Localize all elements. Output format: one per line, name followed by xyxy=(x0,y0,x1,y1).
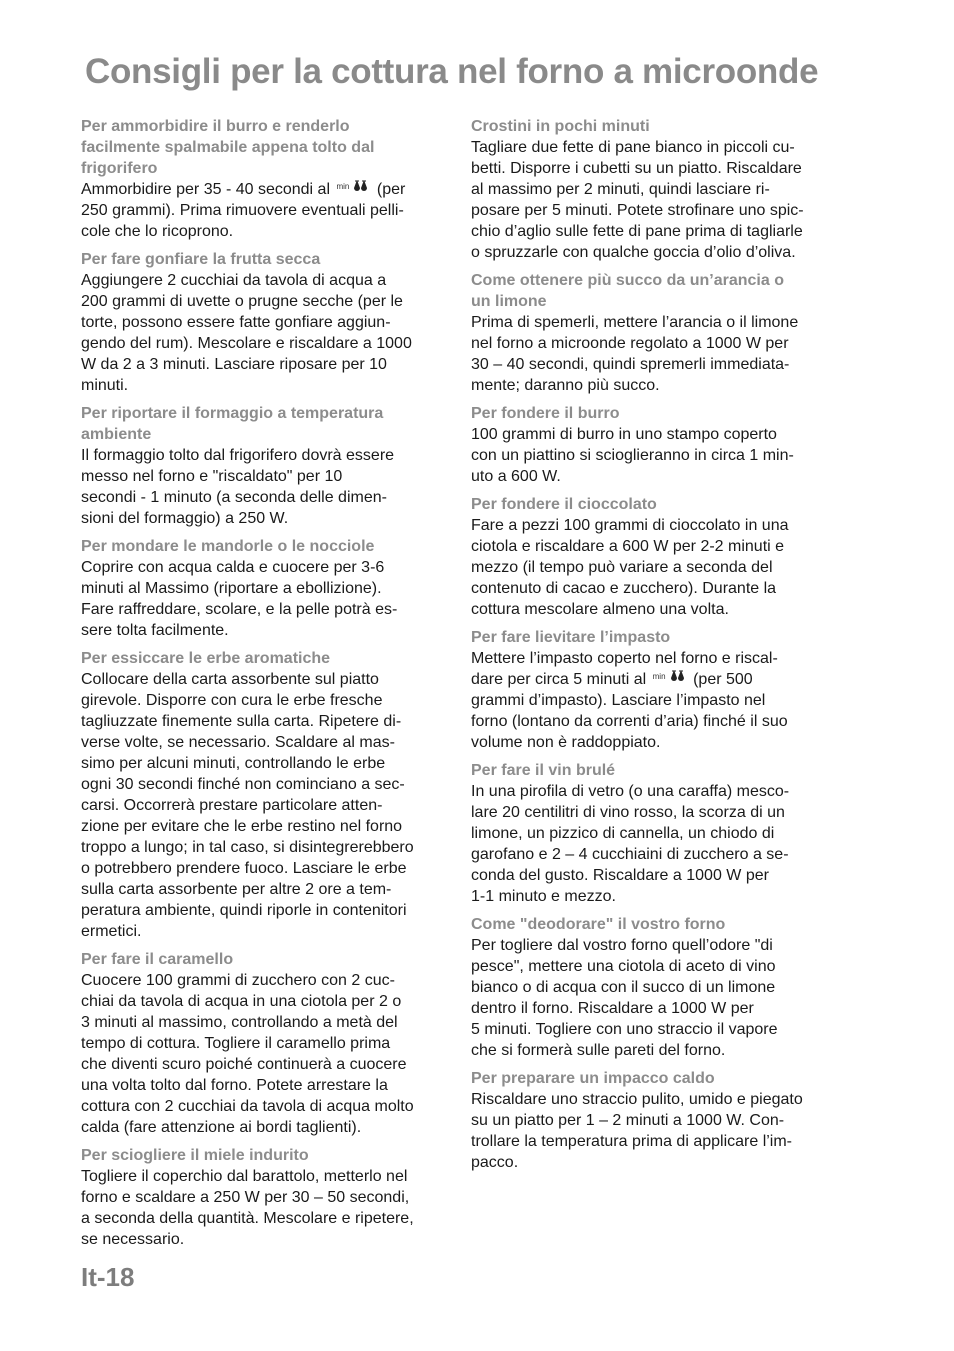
tip-body-text: dare per circa 5 minuti al xyxy=(471,671,647,688)
tip-body-line: Fare a pezzi 100 grammi di cioccolato in una xyxy=(471,517,789,534)
tip-body xyxy=(471,1089,839,1173)
tip-body-line: o potrebbero prendere fuoco. Lasciare le erbe xyxy=(81,860,407,877)
tip-title-line: Per fare il vin brulé xyxy=(471,762,616,779)
tip-section xyxy=(471,627,839,753)
tip-title-line: frigorifero xyxy=(81,160,158,177)
tip-body-line: torte, possono essere fatte gonfiare aggiun- xyxy=(81,314,391,331)
tip-section xyxy=(471,270,839,396)
tip-body-line: 250 grammi). Prima rimuovere eventuali pelli- xyxy=(81,202,404,219)
defrost-min-label: min xyxy=(336,182,350,191)
tip-body-line: Aggiungere 2 cucchiai da tavola di acqua a xyxy=(81,272,387,289)
tip-title xyxy=(81,536,449,557)
tip-title xyxy=(471,270,839,312)
tip-body-line: conda del gusto. Riscaldare a 1000 W per xyxy=(471,867,769,884)
tip-body-line: In una pirofila di vetro (o una caraffa) mesco- xyxy=(471,783,790,800)
tip-title-line: Per essiccare le erbe aromatiche xyxy=(81,650,331,667)
tip-body-line: o spruzzarle con qualche goccia d’olio d’oliva. xyxy=(471,244,796,261)
tip-title-line: Per fare gonfiare la frutta secca xyxy=(81,251,321,268)
tip-body-line: ciotola e riscaldare a 600 W per 2-2 minuti e xyxy=(471,538,785,555)
tip-body xyxy=(81,270,449,396)
tip-body-line: chio d’aglio sulle fette di pane prima di tagliarle xyxy=(471,223,803,240)
tip-body-line: minuti al Massimo (riportare a ebollizione). xyxy=(81,580,382,597)
tip-body-line: cottura mescolare almeno una volta. xyxy=(471,601,729,618)
left-column xyxy=(81,116,449,1257)
tip-title-line: un limone xyxy=(471,293,547,310)
tip-body-line: peratura ambiente, quindi riporle in contenitori xyxy=(81,902,407,919)
tip-body xyxy=(471,781,839,907)
tip-body-line: Per togliere dal vostro forno quell’odore "di xyxy=(471,937,773,954)
tip-body-line: sere tolta facilmente. xyxy=(81,622,229,639)
tip-title xyxy=(81,1145,449,1166)
tip-body-line: a seconda della quantità. Mescolare e ripetere, xyxy=(81,1210,414,1227)
tip-body-line: volume non è raddoppiato. xyxy=(471,734,661,751)
tip-title xyxy=(471,116,839,137)
tip-section xyxy=(471,494,839,620)
tip-body-line: chiai da tavola di acqua in una ciotola per 2 o xyxy=(81,993,402,1010)
tip-body-line: gendo del rum). Mescolare e riscaldare a 1000 xyxy=(81,335,412,352)
tip-title-line: Per fare il caramello xyxy=(81,951,234,968)
tip-title-line: Per sciogliere il miele indurito xyxy=(81,1147,309,1164)
tip-body-text: (per 500 xyxy=(693,671,753,688)
tip-body-line: calda (fare attenzione ai bordi taglienti). xyxy=(81,1119,362,1136)
tip-title xyxy=(81,648,449,669)
tip-body xyxy=(81,970,449,1138)
tip-body-line: 1-1 minuto e mezzo. xyxy=(471,888,616,905)
tip-body-line: nel forno a microonde regolato a 1000 W per xyxy=(471,335,789,352)
tip-section xyxy=(81,1145,449,1250)
tip-section xyxy=(81,403,449,529)
tip-section xyxy=(471,116,839,263)
tip-body-line: pacco. xyxy=(471,1154,519,1171)
tip-body-line: Cuocere 100 grammi di zucchero con 2 cuc- xyxy=(81,972,395,989)
tip-body xyxy=(471,137,839,263)
tip-title xyxy=(81,116,449,179)
tip-body-line: bianco o di acqua con il succo di un limone xyxy=(471,979,776,996)
tip-body-line: cole che lo ricoprono. xyxy=(81,223,234,240)
tip-body-line: ogni 30 secondi finché non cominciano a sec- xyxy=(81,776,405,793)
tip-body-line: minuti. xyxy=(81,377,129,394)
tip-title-line: Come ottenere più succo da un’arancia o xyxy=(471,272,784,289)
tip-body-line: ermetici. xyxy=(81,923,142,940)
tip-body-line: su un piatto per 1 – 2 minuti a 1000 W. Con- xyxy=(471,1112,785,1129)
tip-body-line: messo nel forno e "riscaldato" per 10 xyxy=(81,468,343,485)
tip-body-line: che diventi scuro poiché continuerà a cuocere xyxy=(81,1056,407,1073)
tip-body-line: se necessario. xyxy=(81,1231,185,1248)
tip-body xyxy=(471,648,839,753)
tip-body-line: garofano e 2 – 4 cucchiaini di zucchero a se- xyxy=(471,846,789,863)
tip-title xyxy=(471,1068,839,1089)
tip-body-line: Il formaggio tolto dal frigorifero dovrà essere xyxy=(81,447,395,464)
tip-body-line: secondi - 1 minuto (a seconda delle dimen- xyxy=(81,489,387,506)
tip-title-line: Per fondere il cioccolato xyxy=(471,496,657,513)
tip-body-line: cottura con 2 cucchiai da tavola di acqua molto xyxy=(81,1098,414,1115)
tip-section xyxy=(471,403,839,487)
tip-body-line: tempo di cottura. Togliere il caramello prima xyxy=(81,1035,391,1052)
tip-body-line: Fare raffreddare, scolare, e la pelle potrà es- xyxy=(81,601,398,618)
tip-body-line: Prima di spemerli, mettere l’arancia o il limone xyxy=(471,314,799,331)
tip-body xyxy=(471,515,839,620)
tip-body xyxy=(81,445,449,529)
tip-section xyxy=(471,1068,839,1173)
page-number: It-18 xyxy=(81,1262,135,1292)
tip-body-line: contenuto di cacao e zucchero). Durante la xyxy=(471,580,777,597)
tip-body-line: pesce", mettere una ciotola di aceto di vino xyxy=(471,958,776,975)
tip-title-line: Per ammorbidire il burro e renderlo xyxy=(81,118,350,135)
tip-body-line: sulla carta assorbente per altre 2 ore a tem- xyxy=(81,881,392,898)
tip-body-line: Mettere l’impasto coperto nel forno e riscal- xyxy=(471,650,778,667)
tip-body xyxy=(471,424,839,487)
tip-title-line: Per preparare un impacco caldo xyxy=(471,1070,715,1087)
tip-body-line: posare per 5 minuti. Potete strofinare uno spic- xyxy=(471,202,804,219)
tip-body-line: che si formerà sulle pareti del forno. xyxy=(471,1042,726,1059)
tip-body-line: 5 minuti. Togliere con uno straccio il vapore xyxy=(471,1021,778,1038)
tip-title-line: Per fare lievitare l’impasto xyxy=(471,629,671,646)
tip-body-text: (per xyxy=(376,181,406,198)
tip-body-line: 30 – 40 secondi, quindi spremerli immediata- xyxy=(471,356,790,373)
tip-body-line: Riscaldare uno straccio pulito, umido e piegato xyxy=(471,1091,803,1108)
tip-body-line: forno (lontano da correnti d’aria) finché il suo xyxy=(471,713,788,730)
tip-body-line: lare 20 centilitri di vino rosso, la scorza di un xyxy=(471,804,785,821)
tip-body-line: mente; daranno più succo. xyxy=(471,377,660,394)
tip-body-line: troppo a lungo; in tal caso, si disintegrerebbero xyxy=(81,839,414,856)
tip-body-line: betti. Disporre i cubetti su un piatto. Riscaldare xyxy=(471,160,802,177)
tip-body-line: carsi. Occorrerà prestare particolare atten- xyxy=(81,797,383,814)
tip-section xyxy=(81,536,449,641)
page-title: Consigli per la cottura nel forno a microonde xyxy=(85,52,819,91)
tip-section xyxy=(81,116,449,242)
tip-title-line: ambiente xyxy=(81,426,152,443)
tip-body-line: verse volte, se necessario. Scaldare al mas- xyxy=(81,734,395,751)
tip-body-line xyxy=(471,669,839,690)
tip-body-line: Collocare della carta assorbente sul piatto xyxy=(81,671,379,688)
tip-title xyxy=(81,949,449,970)
tip-title-line: Come "deodorare" il vostro forno xyxy=(471,916,726,933)
tip-title-line: Crostini in pochi minuti xyxy=(471,118,650,135)
tip-body-line: dentro il forno. Riscaldare a 1000 W per xyxy=(471,1000,754,1017)
tip-body-line: tagliuzzate finemente sulla carta. Ripetere di- xyxy=(81,713,402,730)
tip-title-line: Per riportare il formaggio a temperatura xyxy=(81,405,384,422)
defrost-drops-icon xyxy=(336,180,370,194)
tip-body-line: zione per evitare che le erbe restino nel forno xyxy=(81,818,403,835)
tip-title xyxy=(81,249,449,270)
tip-title xyxy=(471,760,839,781)
tip-body-line: una volta tolto dal forno. Potete arrestare la xyxy=(81,1077,388,1094)
tip-body xyxy=(81,1166,449,1250)
defrost-drops-icon xyxy=(653,670,687,684)
tip-body-line: Togliere il coperchio dal barattolo, metterlo nel xyxy=(81,1168,408,1185)
tip-body-line: Coprire con acqua calda e cuocere per 3-6 xyxy=(81,559,385,576)
tip-title-line: Per mondare le mandorle o le nocciole xyxy=(81,538,375,555)
tip-body-line: W da 2 a 3 minuti. Lasciare riposare per 10 xyxy=(81,356,387,373)
tip-body-line: 100 grammi di burro in uno stampo coperto xyxy=(471,426,777,443)
tip-title xyxy=(471,914,839,935)
tip-section xyxy=(471,914,839,1061)
tip-body-line: forno e scaldare a 250 W per 30 – 50 secondi, xyxy=(81,1189,410,1206)
tip-body-line: 3 minuti al massimo, controllando a metà del xyxy=(81,1014,398,1031)
defrost-min-label: min xyxy=(652,672,666,681)
tip-body-line: al massimo per 2 minuti, quindi lasciare ri- xyxy=(471,181,770,198)
tip-body-line: limone, un pizzico di cannella, un chiodo di xyxy=(471,825,775,842)
tip-body xyxy=(471,312,839,396)
tip-body-line: mezzo (il tempo può variare a seconda del xyxy=(471,559,773,576)
tip-body-line: uto a 600 W. xyxy=(471,468,561,485)
tip-body-line xyxy=(81,179,449,200)
tip-body-line: sioni del formaggio) a 250 W. xyxy=(81,510,289,527)
tip-title xyxy=(471,403,839,424)
tip-body-line: 200 grammi di uvette o prugne secche (per le xyxy=(81,293,403,310)
tip-body-line: con un piattino si scioglieranno in circa 1 min- xyxy=(471,447,794,464)
tip-body xyxy=(471,935,839,1061)
tip-title-line: Per fondere il burro xyxy=(471,405,620,422)
tip-title xyxy=(471,627,839,648)
tip-title xyxy=(81,403,449,445)
right-column xyxy=(471,116,839,1180)
tip-body xyxy=(81,557,449,641)
tip-section xyxy=(81,249,449,396)
tip-body-text: Ammorbidire per 35 - 40 secondi al xyxy=(81,181,331,198)
tip-body-line: girevole. Disporre con cura le erbe fresche xyxy=(81,692,383,709)
tip-body-line: simo per alcuni minuti, controllando le erbe xyxy=(81,755,386,772)
tip-body-line: trollare la temperatura prima di applicare l’im- xyxy=(471,1133,793,1150)
tip-title-line: facilmente spalmabile appena tolto dal xyxy=(81,139,375,156)
tip-body-line: grammi d’impasto). Lasciare l’impasto nel xyxy=(471,692,766,709)
tip-title xyxy=(471,494,839,515)
tip-section xyxy=(81,648,449,942)
tip-section xyxy=(81,949,449,1138)
tip-body xyxy=(81,179,449,242)
tip-body-line: Tagliare due fette di pane bianco in piccoli cu- xyxy=(471,139,795,156)
tip-section xyxy=(471,760,839,907)
tip-body xyxy=(81,669,449,942)
